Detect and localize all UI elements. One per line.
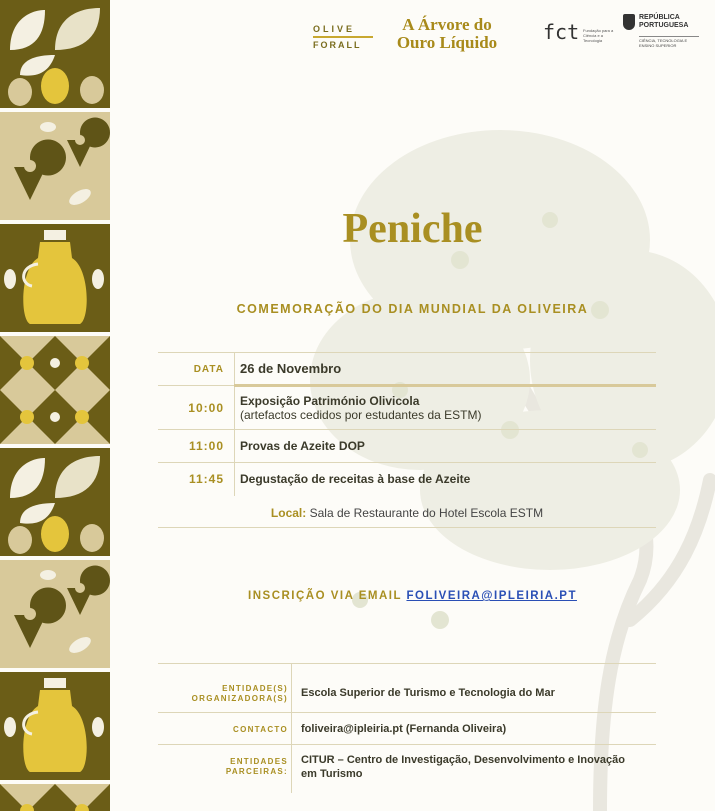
- time-label: 10:00: [158, 386, 235, 430]
- schedule-row: [158, 386, 656, 430]
- location-pins-tile-2: [0, 560, 110, 668]
- info-table: [158, 663, 656, 793]
- item-note: (artefactos cedidos por estudantes da ESTM): [240, 408, 482, 422]
- contact-label: CONTACTO: [233, 725, 288, 734]
- decorative-tile-column: [0, 0, 110, 811]
- divider: [158, 527, 656, 528]
- oil-bottle-tile-2: [0, 672, 110, 780]
- olive-leaves-tile-2: [0, 448, 110, 556]
- date-row: [158, 353, 656, 386]
- geometric-pattern-tile: [0, 336, 110, 444]
- fct-logo: fct: [543, 20, 580, 44]
- signup-text: INSCRIÇÃO VIA EMAIL: [248, 590, 402, 602]
- olive-leaves-tile: [0, 0, 110, 108]
- location-value: Sala de Restaurante do Hotel Escola ESTM: [309, 506, 544, 520]
- partners-row: [158, 745, 656, 793]
- location-pins-tile: [0, 112, 110, 220]
- signup-line: [110, 590, 715, 602]
- oliveforall-logo: OLIVE FORALL: [313, 24, 373, 50]
- location-label: Local:: [270, 506, 307, 520]
- item-title: Exposição Património Olivicola: [240, 394, 420, 408]
- geometric-pattern-tile-2: [0, 784, 110, 811]
- item-title: Degustação de receitas à base de Azeite: [235, 463, 657, 496]
- event-location: [158, 506, 656, 520]
- time-label: 11:00: [158, 430, 235, 463]
- organizers-label: ENTIDADE(S) ORGANIZADORA(S): [191, 684, 288, 703]
- signup-email-link[interactable]: FOLIVEIRA@IPLEIRIA.PT: [406, 590, 577, 602]
- oil-bottle-tile: [0, 224, 110, 332]
- contact-value: foliveira@ipleiria.pt (Fernanda Oliveira): [301, 723, 507, 735]
- arvore-ouro-liquido-logo: A Árvore do Ouro Líquido: [396, 15, 498, 52]
- schedule-table: [158, 352, 656, 496]
- event-subtitle: COMEMORAÇÃO DO DIA MUNDIAL DA OLIVEIRA: [236, 302, 589, 316]
- schedule-row: [158, 463, 656, 496]
- organizers-row: [158, 664, 656, 713]
- shield-icon: [623, 14, 635, 30]
- date-value: 26 de Novembro: [235, 353, 657, 386]
- item-title: Provas de Azeite DOP: [235, 430, 657, 463]
- date-label: DATA: [158, 353, 235, 386]
- page-title: Peniche: [342, 206, 483, 252]
- schedule-row: [158, 430, 656, 463]
- contact-row: [158, 713, 656, 745]
- organizers-value: Escola Superior de Turismo e Tecnologia do Mar: [301, 687, 555, 699]
- fct-logo-subtitle: Fundação para a Ciência e a Tecnologia: [583, 28, 614, 43]
- partners-label: ENTIDADES PARCEIRAS:: [225, 757, 288, 776]
- partners-value: CITUR – Centro de Investigação, Desenvolvimento e Inovação em Turismo: [301, 754, 625, 780]
- header-logos: OLIVE FORALL A Árvore do Ouro Líquido fct Fundação para a Ciência e a Tecnologia REPÚBLICA PORTUGUESA CIÊNCIA, TECNOLOGIA E ENSINO SUPERIOR: [300, 14, 715, 58]
- time-label: 11:45: [158, 463, 235, 496]
